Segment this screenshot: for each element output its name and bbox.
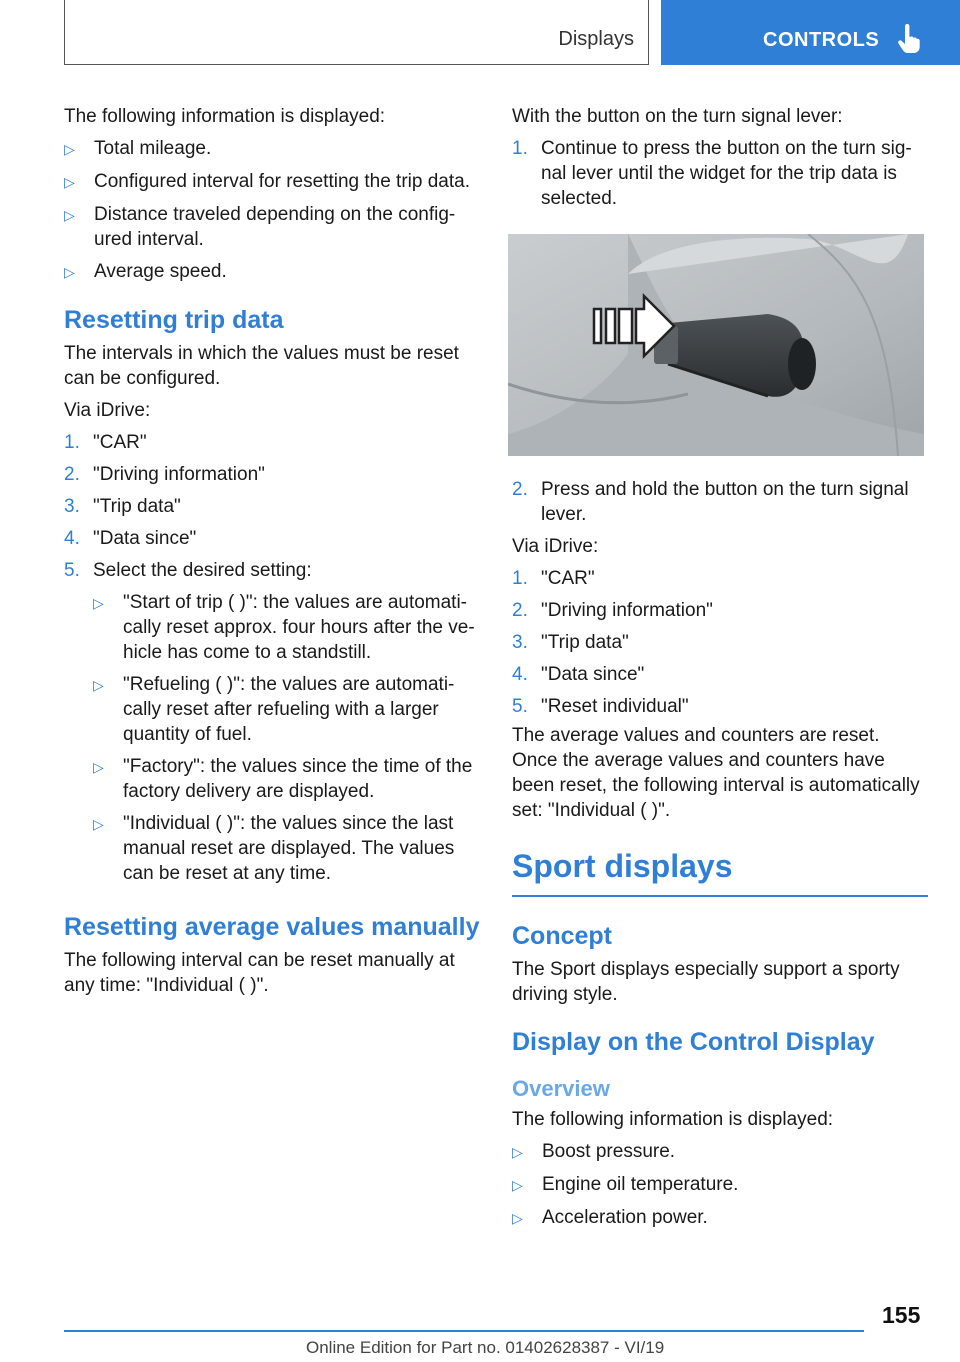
- section-heading-resetting-average-values: Resetting average values manually: [64, 913, 480, 941]
- page-number: 155: [882, 1302, 921, 1328]
- list-item: 5. "Reset individual": [512, 696, 689, 717]
- via-idrive-label: Via iDrive:: [64, 400, 151, 421]
- list-item: ▷ "Factory": the values since the time of the factory delivery are displayed.: [93, 756, 473, 802]
- bullet-triangle-icon: ▷: [512, 1144, 523, 1160]
- pointing-hand-icon: [897, 24, 921, 54]
- footer-divider: [64, 1330, 864, 1332]
- list-item: 2. "Driving information": [512, 600, 713, 621]
- bullet-triangle-icon: ▷: [64, 207, 75, 223]
- section-heading-concept: Concept: [512, 922, 612, 950]
- right-column: [512, 104, 928, 1238]
- list-item: ▷ "Individual ( )": the values since the last manual reset are displayed. The values can be reset at any time.: [93, 813, 455, 884]
- bullet-triangle-icon: ▷: [64, 141, 75, 157]
- section-heading-resetting-trip-data: Resetting trip data: [64, 306, 284, 334]
- list-item: ▷ "Start of trip ( )": the values are automati‐cally reset approx. four hours after the ve‐hicle has come to a standstill.: [93, 592, 475, 663]
- settings-sublist: [64, 590, 480, 886]
- list-item: 2. Press and hold the button on the turn signal lever.: [512, 479, 909, 525]
- lever-intro: With the button on the turn signal lever:: [512, 106, 843, 127]
- bullet-triangle-icon: ▷: [93, 816, 104, 832]
- list-item: 3. "Trip data": [64, 496, 181, 517]
- bullet-triangle-icon: ▷: [512, 1177, 523, 1193]
- section-heading-control-display: Display on the Control Display: [512, 1028, 875, 1056]
- bullet-triangle-icon: ▷: [64, 264, 75, 280]
- left-column: [64, 104, 480, 1005]
- list-item: ▷ Configured interval for resetting the trip data.: [64, 169, 480, 195]
- list-item: 2. "Driving information": [64, 464, 265, 485]
- list-item: 1. Continue to press the button on the turn sig‐nal lever until the widget for the trip data is selected.: [512, 138, 912, 209]
- overview-intro: The following information is displayed:: [512, 1109, 834, 1130]
- bullet-triangle-icon: ▷: [93, 759, 104, 775]
- list-item: 4. "Data since": [64, 528, 197, 549]
- list-item: ▷ "Refueling ( )": the values are automati‐cally reset after refueling with a larger quantity of fuel.: [93, 674, 455, 745]
- list-item: ▷ Acceleration power.: [512, 1205, 928, 1231]
- list-item: 5. Select the desired setting:: [64, 560, 312, 581]
- header-section-tab: [64, 0, 649, 65]
- list-item: ▷ Distance traveled depending on the config‐ured interval.: [64, 204, 456, 250]
- header-section-label: Displays: [558, 28, 634, 50]
- bullet-triangle-icon: ▷: [64, 174, 75, 190]
- list-item: ▷ Boost pressure.: [512, 1139, 928, 1165]
- concept-text: The Sport displays especially support a sporty driving style.: [512, 959, 900, 1005]
- info-intro: The following information is displayed:: [64, 106, 386, 127]
- via-idrive-label: Via iDrive:: [512, 536, 599, 557]
- list-item: ▷ Total mileage.: [64, 136, 480, 162]
- subsection-heading-overview: Overview: [512, 1076, 610, 1101]
- header-chapter-label: CONTROLS: [763, 29, 880, 51]
- bullet-triangle-icon: ▷: [512, 1210, 523, 1226]
- list-item: 3. "Trip data": [512, 632, 629, 653]
- header-chapter-tab: [661, 0, 960, 65]
- chapter-heading-sport-displays: Sport displays: [512, 847, 928, 897]
- list-item: ▷ Average speed.: [64, 259, 480, 285]
- list-item: 1. "CAR": [512, 568, 595, 589]
- footer-edition: Online Edition for Part no. 01402628387 - VI/19: [306, 1338, 665, 1357]
- list-item: ▷ Engine oil temperature.: [512, 1172, 928, 1198]
- list-item: 1. "CAR": [64, 432, 147, 453]
- bullet-triangle-icon: ▷: [93, 595, 104, 611]
- list-item: 4. "Data since": [512, 664, 645, 685]
- reset-result-text: The average values and counters are reset. Once the average values and counters have been reset, the following interval is automatically set: "Individual ( )".: [512, 725, 920, 821]
- reset-description: The intervals in which the values must be reset can be configured.: [64, 343, 459, 389]
- average-reset-description: The following interval can be reset manually at any time: "Individual ( )".: [64, 950, 455, 996]
- turn-signal-lever-photo: [508, 234, 924, 456]
- bullet-triangle-icon: ▷: [93, 677, 104, 693]
